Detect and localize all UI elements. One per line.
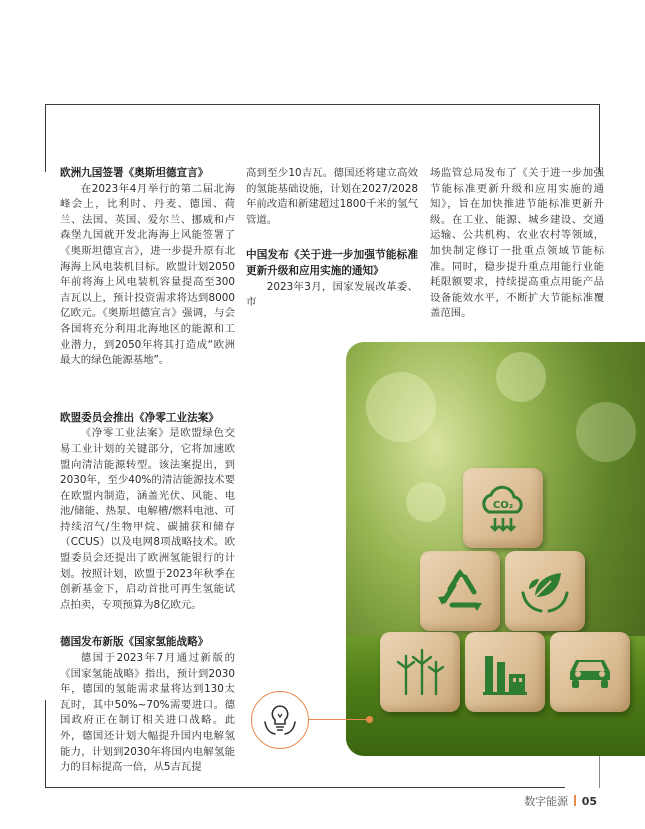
- heading-china-standards: 中国发布《关于进一步加强节能标准更新升级和应用实施的通知》: [246, 249, 418, 277]
- heading-hydrogen: 德国发布新版《国家氢能战略》: [60, 636, 209, 649]
- top-frame-line: [599, 104, 600, 172]
- factory-icon: [477, 644, 533, 700]
- badge-connector-line: [307, 719, 369, 720]
- badge-circle: [251, 691, 309, 749]
- top-frame-line: [45, 104, 600, 105]
- middle-column: [246, 166, 418, 311]
- cube-factory: [465, 632, 545, 712]
- co2-label: CO₂: [492, 500, 514, 511]
- cube-co2: [463, 468, 543, 548]
- top-frame-line: [45, 104, 46, 172]
- page-number: 05: [581, 795, 597, 808]
- bottom-frame-line: [599, 756, 600, 788]
- body-hydrogen-cont: 高到至少10吉瓦。德国还将建立高效的氢能基础设施，计划在2027/2028年前改造和新建超过1800千米的氢气管道。: [246, 167, 418, 226]
- footer-separator: [574, 795, 576, 806]
- car-icon: [562, 644, 618, 700]
- lightbulb-hands-icon: [262, 702, 298, 738]
- cube-recycle: [420, 551, 500, 631]
- co2-cloud-icon: [475, 480, 531, 536]
- article-hydrogen: [60, 635, 235, 775]
- leaf-hands-icon: [517, 563, 573, 619]
- badge-connector-dot: [366, 716, 373, 723]
- article-net-zero: [60, 411, 235, 614]
- green-energy-photo: [346, 342, 645, 756]
- footer-section-name: 数字能源: [524, 795, 569, 808]
- heading-ostend: 欧洲九国签署《奥斯坦德宣言》: [60, 167, 209, 179]
- cube-leaf: [505, 551, 585, 631]
- bottom-frame-line: [45, 700, 46, 788]
- body-net-zero: 《净零工业法案》是欧盟绿色交易工业计划的关键部分，它将加速欧盟向清洁能源转型。该法案提出，到2030年，至少40%的清洁能源技术要在欧盟内制造，涵盖光伏、风能、电池/储能、热泵、电解槽/燃料电池、可持续沼气/生物甲烷、碳捕获和储存（CCUS）以及电网8项战略技术。欧盟委员会还提出了欧洲氢能银行的计划。按照计划，欧盟于2023年秋季在创新基金下，启动首批可再生氢能试点拍卖，专项预算为8亿欧元。: [60, 427, 235, 611]
- left-column: [60, 166, 235, 788]
- article-ostend: [60, 166, 235, 369]
- body-china-standards-cont: 场监管总局发布了《关于进一步加强节能标准更新升级和应用实施的通知》，旨在加快推进节能标准更新升级。在工业、能源、城乡建设、交通运输、公共机构、农业农村等领域，加快制定修订一批重点领域节能标准。同时，稳步提升重点用能行业能耗限额要求，持续提高重点用能产品设备能效水平，不断扩大节能标准覆盖范围。: [430, 167, 604, 320]
- body-china-standards: 2023年3月，国家发展改革委、市: [246, 280, 418, 309]
- cube-car: [550, 632, 630, 712]
- right-column: [430, 166, 604, 322]
- page-footer: [524, 793, 597, 809]
- cube-wind: [380, 632, 460, 712]
- body-hydrogen: 德国于2023年7月通过新版的《国家氢能战略》指出，预计到2030年，德国的氢能需求量将达到130太瓦时，其中50%~70%需要进口。德国政府正在制订相关进口战略。此外，德国还计划大幅提升国内电解氢能力，计划到2030年将国内电解氢能力的目标提高一倍，从5吉瓦提: [60, 652, 235, 774]
- wind-turbine-icon: [392, 644, 448, 700]
- recycle-icon: [432, 563, 488, 619]
- body-ostend: 在2023年4月举行的第二届北海峰会上，比利时、丹麦、德国、荷兰、法国、英国、爱尔兰、挪威和卢森堡九国就开发北海海上风能签署了《奥斯坦德宣言》，进一步提升原有北海海上风电装机目标。欧盟计划2050年前将海上风电装机容量提高至300吉瓦以上，预计投资需求将达到8000亿欧元。《奥斯坦德宣言》强调，与会各国将充分利用北海地区的能源和工业潜力，到2050年将其打造成“欧洲最大的绿色能源基地”。: [60, 182, 235, 367]
- heading-net-zero: 欧盟委员会推出《净零工业法案》: [60, 411, 219, 424]
